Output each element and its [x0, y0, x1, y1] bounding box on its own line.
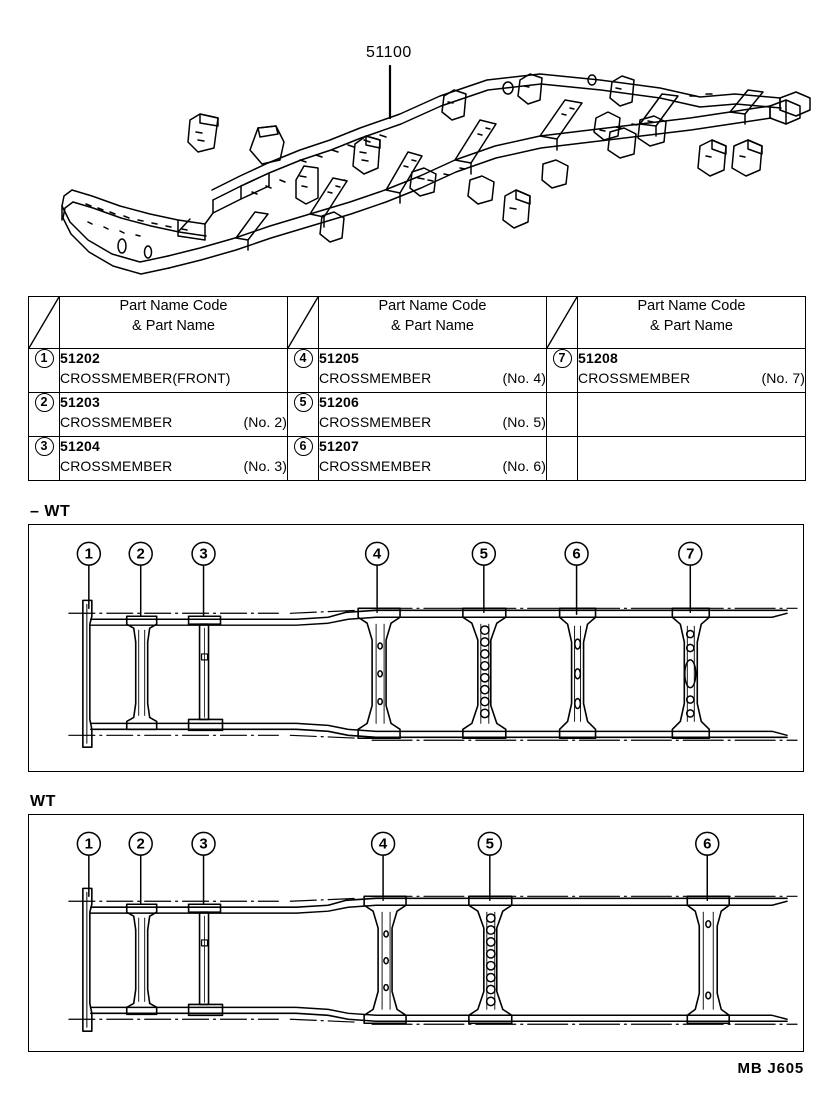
- part-info-cell: [60, 349, 288, 393]
- diagonal-slash-icon: [547, 297, 577, 348]
- table-row: [29, 349, 806, 393]
- header-line1: Part Name Code: [119, 298, 228, 314]
- svg-text:4: 4: [378, 836, 388, 853]
- part-index-cell: [29, 437, 60, 481]
- part-name-line: [319, 457, 546, 477]
- crossmember-4: [364, 896, 406, 1023]
- crossmember-5: [469, 896, 512, 1023]
- crossmember-3: [189, 616, 223, 730]
- panel-label-wt: WT: [30, 793, 56, 810]
- header-title-cell-2: [319, 297, 547, 349]
- crossmember-7: [672, 608, 709, 738]
- part-code: 51205: [319, 350, 359, 366]
- svg-text:1: 1: [84, 545, 94, 563]
- part-name-suffix: (No. 6): [502, 457, 546, 474]
- part-index-cell: [29, 393, 60, 437]
- crossmember-2: [127, 904, 157, 1014]
- part-info-cell: [578, 437, 806, 481]
- panel-b-callouts: [77, 832, 718, 904]
- table-row: [29, 393, 806, 437]
- part-name: CROSSMEMBER: [578, 369, 691, 386]
- svg-text:4: 4: [372, 545, 382, 563]
- svg-text:3: 3: [199, 545, 208, 563]
- part-index-cell: [547, 393, 578, 437]
- crossmember-2: [127, 616, 157, 729]
- header-index-cell-1: [29, 297, 60, 349]
- part-index-cell: [288, 349, 319, 393]
- part-name: CROSSMEMBER: [60, 413, 173, 430]
- frame-assembly-illustration: [0, 0, 832, 285]
- panel-label-without-wt: – WT: [30, 503, 71, 520]
- part-name-suffix: (No. 5): [502, 413, 546, 430]
- crossmember-1-front: [83, 888, 92, 1031]
- svg-text:5: 5: [485, 836, 494, 853]
- crossmember-4: [358, 608, 400, 738]
- part-name-line: [319, 369, 546, 389]
- svg-text:7: 7: [686, 545, 695, 563]
- part-code: 51204: [60, 438, 100, 454]
- callout-number: 1: [35, 349, 54, 368]
- part-name-suffix: (No. 7): [761, 369, 805, 386]
- part-name: CROSSMEMBER: [319, 369, 432, 386]
- callout-number: 5: [294, 393, 313, 412]
- header-line2: & Part Name: [391, 317, 474, 334]
- part-code: 51206: [319, 394, 359, 410]
- header-line2: & Part Name: [650, 317, 733, 334]
- part-info-cell: [578, 393, 806, 437]
- part-index-cell: [547, 349, 578, 393]
- part-name-suffix: (No. 4): [502, 369, 546, 386]
- crossmember-3: [189, 904, 223, 1015]
- callout-number: 7: [553, 349, 572, 368]
- crossmember-6: [687, 896, 729, 1023]
- part-index-cell: [547, 437, 578, 481]
- panel-a-callouts: [77, 542, 701, 616]
- diagram-panel-without-wt: [28, 524, 804, 772]
- part-index-cell: [29, 349, 60, 393]
- table-header-row: [29, 297, 806, 349]
- diagram-panel-wt: [28, 814, 804, 1052]
- callout-number: 6: [294, 437, 313, 456]
- part-info-cell: [578, 349, 806, 393]
- part-name: CROSSMEMBER: [319, 457, 432, 474]
- crossmember-6: [560, 608, 596, 738]
- svg-text:6: 6: [572, 545, 581, 563]
- svg-text:6: 6: [703, 836, 712, 853]
- part-code: 51207: [319, 438, 359, 454]
- part-name-line: [319, 413, 546, 433]
- part-info-cell: [319, 437, 547, 481]
- table-row: [29, 437, 806, 481]
- part-info-cell: [319, 393, 547, 437]
- frame-assembly-svg: [0, 0, 832, 285]
- header-line2: & Part Name: [132, 317, 215, 334]
- part-code: 51202: [60, 350, 100, 366]
- callout-number: 4: [294, 349, 313, 368]
- part-name: CROSSMEMBER: [60, 457, 173, 474]
- svg-text:3: 3: [199, 836, 208, 853]
- svg-text:5: 5: [479, 545, 488, 563]
- panel-wt-svg: [29, 815, 803, 1051]
- part-name-line: [60, 413, 287, 433]
- callout-number: 2: [35, 393, 54, 412]
- diagonal-slash-icon: [288, 297, 318, 348]
- part-name: CROSSMEMBER: [319, 413, 432, 430]
- part-name-line: [578, 369, 805, 389]
- header-line1: Part Name Code: [637, 298, 746, 314]
- parts-table: [28, 296, 806, 481]
- drawing-footer-code: MB J605: [737, 1060, 804, 1077]
- part-code: 51208: [578, 350, 618, 366]
- part-name-suffix: (No. 3): [243, 457, 287, 474]
- part-info-cell: [319, 349, 547, 393]
- part-code: 51203: [60, 394, 100, 410]
- svg-text:2: 2: [136, 545, 145, 563]
- part-info-cell: [60, 437, 288, 481]
- header-line1: Part Name Code: [378, 298, 487, 314]
- header-index-cell-2: [288, 297, 319, 349]
- diagonal-slash-icon: [29, 297, 59, 348]
- header-title-cell-1: [60, 297, 288, 349]
- callout-number: 3: [35, 437, 54, 456]
- header-index-cell-3: [547, 297, 578, 349]
- part-name: CROSSMEMBER(FRONT): [60, 369, 231, 386]
- svg-text:2: 2: [136, 836, 145, 853]
- crossmember-1-front: [83, 600, 92, 747]
- part-name-suffix: (No. 2): [243, 413, 287, 430]
- panel-without-wt-svg: [29, 525, 803, 771]
- part-name-line: [60, 369, 287, 389]
- crossmember-5: [463, 608, 506, 738]
- part-info-cell: [60, 393, 288, 437]
- part-index-cell: [288, 393, 319, 437]
- svg-text:1: 1: [84, 836, 94, 853]
- assembly-callout-51100: 51100: [366, 44, 412, 61]
- part-index-cell: [288, 437, 319, 481]
- part-name-line: [60, 457, 287, 477]
- header-title-cell-3: [578, 297, 806, 349]
